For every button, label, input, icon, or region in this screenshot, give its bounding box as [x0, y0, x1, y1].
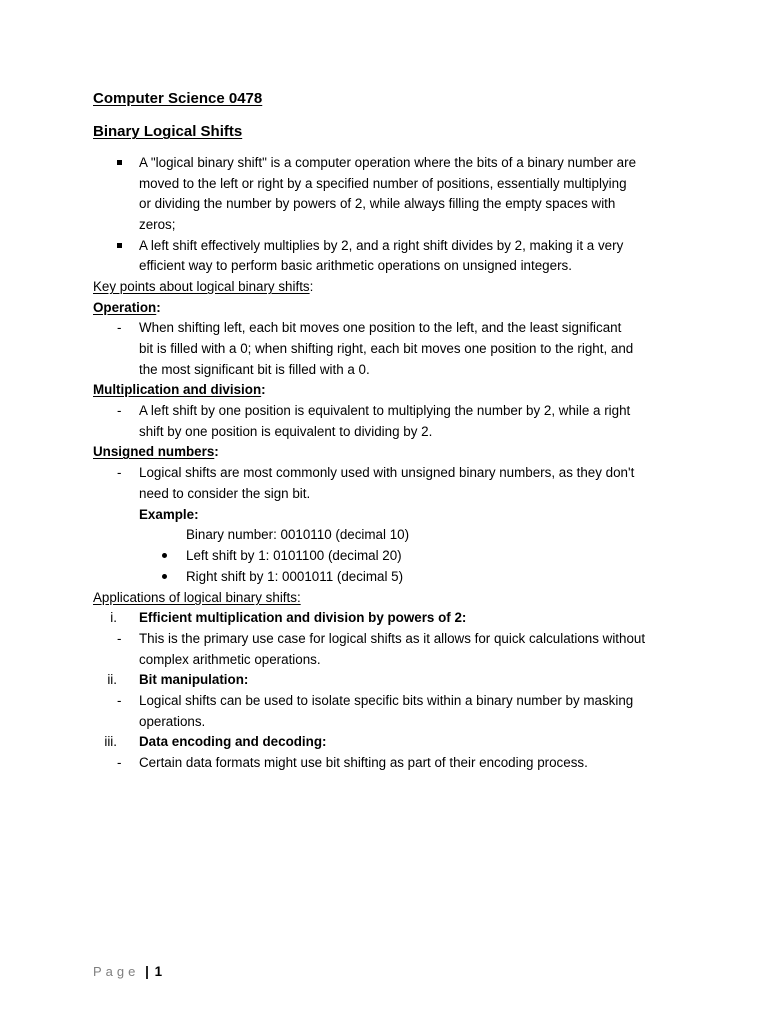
round-bullet-icon: [162, 574, 167, 579]
unsigned-heading-text: Unsigned numbers: [93, 444, 215, 459]
intro-line: zeros;: [139, 217, 176, 232]
square-bullet-icon: [117, 160, 122, 165]
dash-bullet: -: [117, 755, 122, 770]
multdiv-heading: [93, 382, 266, 397]
square-bullet-icon: [117, 243, 122, 248]
multdiv-line: shift by one position is equivalent to dividing by 2.: [139, 424, 433, 439]
unsigned-line: Logical shifts are most commonly used with unsigned binary numbers, as they don't: [139, 465, 635, 480]
dash-bullet: -: [117, 631, 122, 646]
intro-line: efficient way to perform basic arithmetic operations on unsigned integers.: [139, 258, 572, 273]
application-title: Bit manipulation:: [139, 672, 249, 687]
example-binary: Binary number: 0010110 (decimal 10): [186, 527, 410, 542]
intro-line: moved to the left or right by a specified number of positions, essentially multiplying: [139, 176, 627, 191]
example-left-shift: Left shift by 1: 0101100 (decimal 20): [186, 548, 402, 563]
colon: :: [156, 300, 161, 315]
intro-line: or dividing the number by powers of 2, while always filling the empty spaces with: [139, 196, 616, 211]
application-line: This is the primary use case for logical shifts as it allows for quick calculations without: [139, 631, 646, 646]
dash-bullet: -: [117, 693, 122, 708]
operation-line: When shifting left, each bit moves one position to the left, and the least significant: [139, 320, 622, 335]
colon: :: [261, 382, 266, 397]
dash-bullet: -: [117, 465, 122, 480]
application-line: Certain data formats might use bit shifting as part of their encoding process.: [139, 755, 588, 770]
application-title: Efficient multiplication and division by powers of 2:: [139, 610, 467, 625]
topic-title: Binary Logical Shifts: [93, 123, 243, 140]
round-bullet-icon: [162, 553, 167, 558]
footer-page-label: Page: [93, 964, 140, 979]
operation-heading: [93, 300, 161, 315]
application-line: Logical shifts can be used to isolate specific bits within a binary number by masking: [139, 693, 634, 708]
example-right-shift: Right shift by 1: 0001011 (decimal 5): [186, 569, 404, 584]
list-numeral: ii.: [107, 672, 117, 687]
list-numeral: iii.: [104, 734, 117, 749]
colon: :: [309, 279, 314, 294]
applications-heading: Applications of logical binary shifts:: [93, 590, 301, 605]
multdiv-heading-text: Multiplication and division: [93, 382, 262, 397]
operation-line: bit is filled with a 0; when shifting right, each bit moves one position to the right, and: [139, 341, 634, 356]
unsigned-line: need to consider the sign bit.: [139, 486, 311, 501]
key-points-heading-text: Key points about logical binary shifts: [93, 279, 310, 294]
application-line: complex arithmetic operations.: [139, 652, 321, 667]
intro-line: A left shift effectively multiplies by 2, and a right shift divides by 2, making it a very: [139, 238, 624, 253]
intro-line: A "logical binary shift" is a computer operation where the bits of a binary number are: [139, 155, 637, 170]
list-numeral: i.: [110, 610, 117, 625]
unsigned-heading: [93, 444, 219, 459]
operation-line: the most significant bit is filled with a 0.: [139, 362, 370, 377]
footer-page-number: 1: [154, 964, 163, 979]
key-points-heading: [93, 279, 313, 294]
application-title: Data encoding and decoding:: [139, 734, 327, 749]
footer-separator: |: [145, 964, 149, 979]
dash-bullet: -: [117, 403, 122, 418]
page-footer: [93, 964, 162, 979]
multdiv-line: A left shift by one position is equivalent to multiplying the number by 2, while a right: [139, 403, 631, 418]
colon: :: [214, 444, 219, 459]
dash-bullet: -: [117, 320, 122, 335]
example-label: Example:: [139, 507, 199, 522]
operation-heading-text: Operation: [93, 300, 157, 315]
course-title: Computer Science 0478: [93, 90, 263, 107]
application-line: operations.: [139, 714, 206, 729]
